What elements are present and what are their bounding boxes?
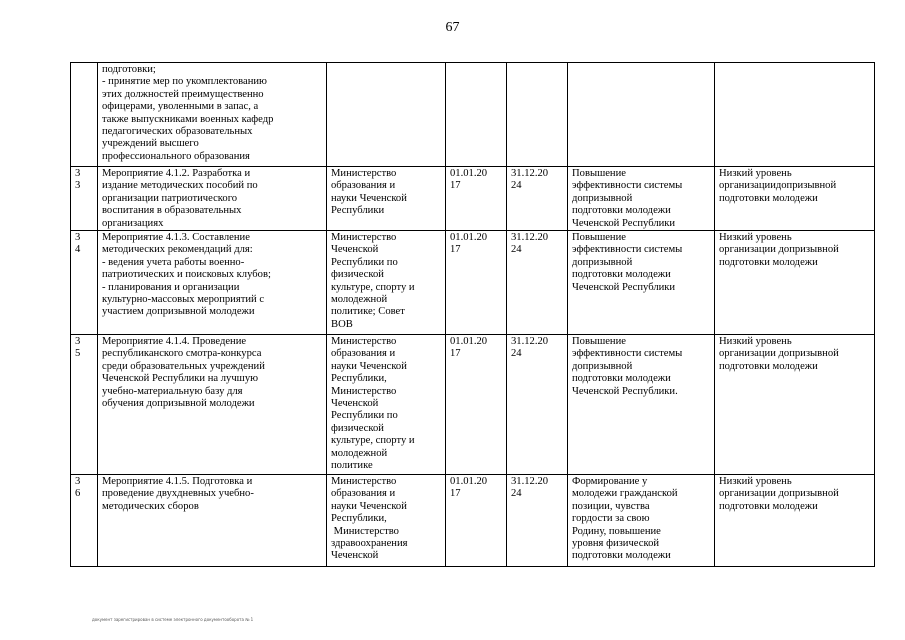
cell-line: подготовки молодежи xyxy=(719,192,818,204)
row-number-cell xyxy=(71,475,98,567)
cell-line: уровня физической xyxy=(572,538,660,550)
end-date-cell xyxy=(507,475,568,567)
cell-line: образования и xyxy=(331,348,396,360)
cell-line: Родину, повышение xyxy=(572,525,661,537)
cell-line: 3 xyxy=(75,180,81,192)
cell-line: обучения допризывной молодежи xyxy=(102,398,255,410)
cell-line: подготовки молодежи xyxy=(719,256,818,268)
cell-line: 6 xyxy=(75,488,81,500)
cell-line: физической xyxy=(331,269,384,281)
cell-line: 3 xyxy=(75,476,81,488)
cell-line: 31.12.20 xyxy=(511,232,549,244)
cell-line: учебно-материальную базу для xyxy=(102,385,243,397)
cell-line: Республики, xyxy=(331,373,387,385)
executor-cell xyxy=(327,475,446,567)
cell-line: учреждений высшего xyxy=(102,138,199,150)
row-number-cell xyxy=(71,167,98,231)
cell-line: Министерство xyxy=(331,476,397,488)
row-number-cell xyxy=(71,335,98,475)
cell-line: профессионального образования xyxy=(102,150,250,162)
risk-cell xyxy=(715,167,875,231)
cell-line: организации допризывной xyxy=(719,244,839,256)
cell-line: 24 xyxy=(511,244,522,256)
cell-line: проведение двухдневных учебно- xyxy=(102,488,254,500)
cell-line: Министерство xyxy=(331,232,397,244)
cell-line: образования и xyxy=(331,488,396,500)
cell-line: издание методических пособий по xyxy=(102,180,258,192)
cell-line: Чеченской xyxy=(331,244,379,256)
cell-line: науки Чеченской xyxy=(331,192,407,204)
table-body xyxy=(71,63,875,567)
cell-line: также выпускниками военных кафедр xyxy=(102,113,274,125)
cell-line: 5 xyxy=(75,348,81,360)
start-date-cell xyxy=(446,475,507,567)
cell-line: методических рекомендаций для: xyxy=(102,244,253,256)
cell-line: эффективности системы xyxy=(572,348,683,360)
cell-line: ВОВ xyxy=(331,318,353,330)
cell-line: - принятие мер по укомплектованию xyxy=(102,76,267,88)
cell-line: молодежной xyxy=(331,294,388,306)
cell-line: эффективности системы xyxy=(572,244,683,256)
executor-cell xyxy=(327,335,446,475)
cell-line: воспитания в образовательных xyxy=(102,205,242,217)
cell-line: организациидопризывной xyxy=(719,180,837,192)
cell-line: Министерство xyxy=(331,525,399,537)
cell-line: 24 xyxy=(511,348,522,360)
risk-cell xyxy=(715,335,875,475)
cell-line: 01.01.20 xyxy=(450,476,488,488)
cell-line: Мероприятие 4.1.5. Подготовка и xyxy=(102,476,253,488)
cell-line: науки Чеченской xyxy=(331,360,407,372)
cell-line: Республики по xyxy=(331,256,398,268)
risk-cell xyxy=(715,63,875,167)
cell-line: Республики xyxy=(331,205,385,217)
cell-line: политике xyxy=(331,460,373,472)
cell-line: - планирования и организации xyxy=(102,281,240,293)
cell-line: допризывной xyxy=(572,360,633,372)
start-date-cell xyxy=(446,63,507,167)
cell-line: подготовки; xyxy=(102,64,156,75)
end-date-cell xyxy=(507,231,568,335)
page-number: 67 xyxy=(445,20,460,35)
cell-line: Министерство xyxy=(331,385,397,397)
cell-line: офицерами, уволенными в запас, а xyxy=(102,101,259,113)
executor-cell xyxy=(327,63,446,167)
cell-line: Министерство xyxy=(331,336,397,348)
cell-line: 17 xyxy=(450,244,461,256)
cell-line: подготовки молодежи xyxy=(719,500,818,512)
cell-line: подготовки молодежи xyxy=(572,373,671,385)
cell-line: образования и xyxy=(331,180,396,192)
cell-line: 3 xyxy=(75,232,81,244)
cell-line: Республики, xyxy=(331,513,387,525)
executor-cell xyxy=(327,231,446,335)
cell-line: этих должностей преимущественно xyxy=(102,88,264,100)
cell-line: подготовки молодежи xyxy=(572,205,671,217)
cell-line: участием допризывной молодежи xyxy=(102,306,255,318)
cell-line: культурно-массовых мероприятий с xyxy=(102,294,265,306)
cell-line: физической xyxy=(331,422,384,434)
activity-cell xyxy=(98,63,327,167)
cell-line: 31.12.20 xyxy=(511,336,549,348)
cell-line: Чеченской xyxy=(331,398,379,410)
table-row xyxy=(71,475,875,567)
activity-cell xyxy=(98,231,327,335)
cell-line: 31.12.20 xyxy=(511,476,549,488)
cell-line: 3 xyxy=(75,336,81,348)
table-row xyxy=(71,167,875,231)
cell-line: эффективности системы xyxy=(572,180,683,192)
expected-result-cell xyxy=(568,231,715,335)
table-row xyxy=(71,335,875,475)
cell-line: организации патриотического xyxy=(102,192,238,204)
cell-line: подготовки молодежи xyxy=(719,360,818,372)
activity-cell xyxy=(98,167,327,231)
cell-line: подготовки молодежи xyxy=(572,269,671,281)
table-row xyxy=(71,63,875,167)
cell-line: Низкий уровень xyxy=(719,336,792,348)
cell-line: - ведения учета работы военно- xyxy=(102,256,245,268)
cell-line: Низкий уровень xyxy=(719,476,792,488)
expected-result-cell xyxy=(568,167,715,231)
cell-line: культуре, спорту и xyxy=(331,435,415,447)
cell-line: Мероприятие 4.1.2. Разработка и xyxy=(102,168,251,179)
row-number-cell xyxy=(71,231,98,335)
cell-line: Министерство xyxy=(331,168,397,179)
cell-line: позиции, чувства xyxy=(572,500,650,512)
program-activities-table xyxy=(70,62,875,567)
cell-line: 3 xyxy=(75,168,81,179)
cell-line: Мероприятие 4.1.4. Проведение xyxy=(102,336,247,348)
cell-line: организациях xyxy=(102,217,164,229)
cell-line: методических сборов xyxy=(102,500,199,512)
cell-line: подготовки молодежи xyxy=(572,550,671,562)
cell-line: Мероприятие 4.1.3. Составление xyxy=(102,232,250,244)
cell-line: молодежи гражданской xyxy=(572,488,678,500)
executor-cell xyxy=(327,167,446,231)
cell-line: 24 xyxy=(511,180,522,192)
start-date-cell xyxy=(446,335,507,475)
activity-cell xyxy=(98,335,327,475)
cell-line: 17 xyxy=(450,180,461,192)
table-row xyxy=(71,231,875,335)
end-date-cell xyxy=(507,63,568,167)
expected-result-cell xyxy=(568,475,715,567)
cell-line: организации допризывной xyxy=(719,348,839,360)
start-date-cell xyxy=(446,231,507,335)
cell-line: Повышение xyxy=(572,336,626,348)
risk-cell xyxy=(715,475,875,567)
cell-line: культуре, спорту и xyxy=(331,281,415,293)
cell-line: Формирование у xyxy=(572,476,648,488)
end-date-cell xyxy=(507,335,568,475)
expected-result-cell xyxy=(568,63,715,167)
cell-line: гордости за свою xyxy=(572,513,650,525)
expected-result-cell xyxy=(568,335,715,475)
cell-line: 17 xyxy=(450,348,461,360)
end-date-cell xyxy=(507,167,568,231)
cell-line: 31.12.20 xyxy=(511,168,549,179)
cell-line: здравоохранения xyxy=(331,538,408,550)
row-number-cell xyxy=(71,63,98,167)
cell-line: Чеченской Республики на лучшую xyxy=(102,373,259,385)
cell-line: 01.01.20 xyxy=(450,232,488,244)
cell-line: Чеченской Республики xyxy=(572,217,676,229)
cell-line: науки Чеченской xyxy=(331,500,407,512)
cell-line: допризывной xyxy=(572,192,633,204)
cell-line: среди образовательных учреждений xyxy=(102,360,265,372)
cell-line: Низкий уровень xyxy=(719,232,792,244)
cell-line: 4 xyxy=(75,244,81,256)
cell-line: Республики по xyxy=(331,410,398,422)
cell-line: допризывной xyxy=(572,256,633,268)
cell-line: Чеченской xyxy=(331,550,379,562)
risk-cell xyxy=(715,231,875,335)
cell-line: республиканского смотра-конкурса xyxy=(102,348,262,360)
cell-line: 17 xyxy=(450,488,461,500)
cell-line: Чеченской Республики. xyxy=(572,385,678,397)
cell-line: Низкий уровень xyxy=(719,168,792,179)
cell-line: 01.01.20 xyxy=(450,336,488,348)
activity-cell xyxy=(98,475,327,567)
cell-line: организации допризывной xyxy=(719,488,839,500)
cell-line: политике; Совет xyxy=(331,306,405,318)
cell-line: молодежной xyxy=(331,447,388,459)
cell-line: Повышение xyxy=(572,232,626,244)
cell-line: педагогических образовательных xyxy=(102,126,253,138)
cell-line: 24 xyxy=(511,488,522,500)
cell-line: Повышение xyxy=(572,168,626,179)
cell-line: Чеченской Республики xyxy=(572,281,676,293)
cell-line: патриотических и поисковых клубов; xyxy=(102,269,271,281)
cell-line: 01.01.20 xyxy=(450,168,488,179)
footer-note: документ зарегистрирован в системе электронного документооборота № 1 xyxy=(92,617,254,622)
start-date-cell xyxy=(446,167,507,231)
